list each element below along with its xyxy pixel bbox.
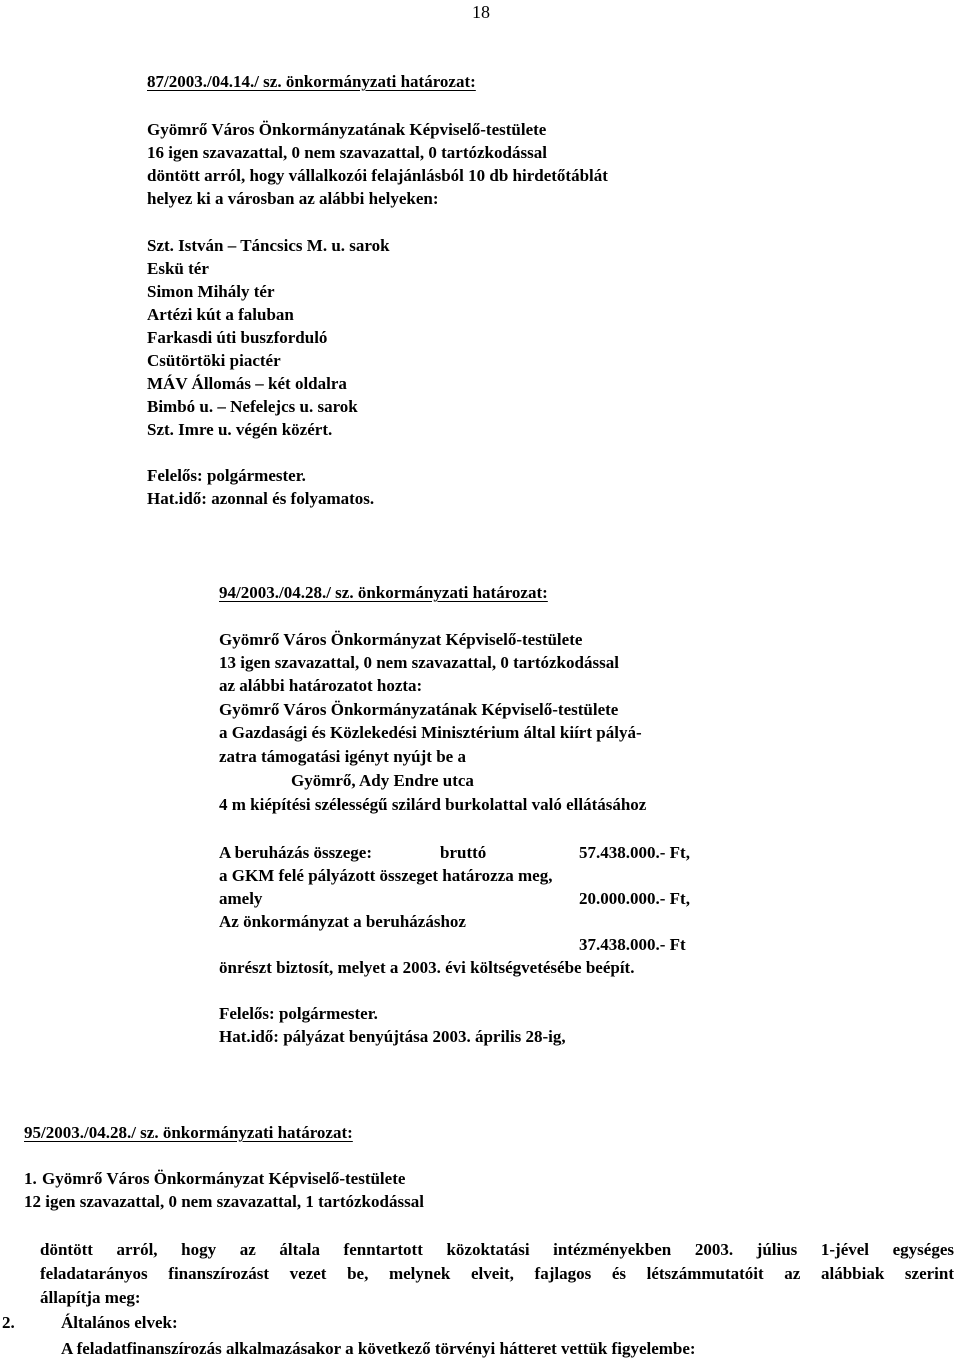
finance-total-qualifier: bruttó bbox=[440, 843, 487, 862]
finance-own-row bbox=[219, 935, 739, 955]
finance-gkm-value: 20.000.000.- Ft, bbox=[579, 889, 690, 908]
finance-gkm-line: a GKM felé pályázott összeget határozza meg, bbox=[219, 866, 553, 885]
page-number: 18 bbox=[472, 2, 490, 22]
resolution-94-body-line: Gyömrő Város Önkormányzatának Képviselő-testülete bbox=[219, 700, 619, 719]
finance-gkm-row bbox=[219, 889, 739, 909]
finance-total-label: A beruházás összege: bbox=[219, 843, 372, 862]
item-2-title: Általános elvek: bbox=[61, 1313, 178, 1332]
location-item: Szt. Imre u. végén közért. bbox=[147, 420, 333, 439]
resolution-94-body-line: zatra támogatási igényt nyújt be a bbox=[219, 747, 466, 766]
resolution-95-paragraph-line: állapítja meg: bbox=[40, 1288, 141, 1307]
location-item: Farkasdi úti buszforduló bbox=[147, 328, 328, 347]
item-2-text: A feladatfinanszírozás alkalmazásakor a következő törvényi hátteret vettük figyelembe: bbox=[61, 1339, 696, 1358]
resolution-87-intro-line: döntött arról, hogy vállalkozói felajánlásból 10 db hirdetőtáblát bbox=[147, 166, 608, 185]
finance-total-row bbox=[219, 843, 739, 863]
finance-gkm-label: amely bbox=[219, 889, 263, 908]
location-item: Szt. István – Táncsics M. u. sarok bbox=[147, 236, 390, 255]
resolution-95-paragraph-line: feladatarányos finanszírozást vezet be, melynek elveit, fajlagos és létszámmutatóit az alábbiak szerint bbox=[40, 1264, 954, 1283]
location-item: Csütörtöki piactér bbox=[147, 351, 281, 370]
resolution-95-vote: 12 igen szavazattal, 0 nem szavazattal, 1 tartózkodással bbox=[24, 1192, 424, 1211]
finance-total-value: 57.438.000.- Ft, bbox=[579, 843, 690, 862]
location-item: Bimbó u. – Nefelejcs u. sarok bbox=[147, 397, 358, 416]
resolution-94-body-line: 4 m kiépítési szélességű szilárd burkolattal való ellátásához bbox=[219, 795, 647, 814]
resolution-87-intro-line: Gyömrő Város Önkormányzatának Képviselő-testülete bbox=[147, 120, 547, 139]
finance-own-line: Az önkormányzat a beruházáshoz bbox=[219, 912, 466, 931]
resolution-94-body-line: a Gazdasági és Közlekedési Minisztérium által kiírt pályá- bbox=[219, 723, 642, 742]
resolution-87-deadline: Hat.idő: azonnal és folyamatos. bbox=[147, 489, 375, 508]
item-2-number: 2. bbox=[2, 1313, 15, 1332]
resolution-87-heading: 87/2003./04.14./ sz. önkormányzati határozat: bbox=[147, 72, 476, 91]
resolution-94-body-line: 13 igen szavazattal, 0 nem szavazattal, 0 tartózkodással bbox=[219, 653, 619, 672]
resolution-94-deadline: Hat.idő: pályázat benyújtása 2003. április 28-ig, bbox=[219, 1027, 566, 1046]
finance-closing: önrészt biztosít, melyet a 2003. évi költségvetésébe beépít. bbox=[219, 958, 635, 977]
location-item: Eskü tér bbox=[147, 259, 209, 278]
resolution-87-intro-line: helyez ki a városban az alábbi helyeken: bbox=[147, 189, 439, 208]
location-item: MÁV Állomás – két oldalra bbox=[147, 374, 347, 393]
resolution-94-body-line: Gyömrő Város Önkormányzat Képviselő-testülete bbox=[219, 630, 583, 649]
resolution-95-paragraph-line: döntött arról, hogy az általa fenntartott közoktatási intézményekben 2003. július 1-jével egységes bbox=[40, 1240, 954, 1259]
resolution-94-street: Gyömrő, Ady Endre utca bbox=[291, 771, 474, 790]
resolution-94-body-line: az alábbi határozatot hozta: bbox=[219, 676, 423, 695]
resolution-87-intro-line: 16 igen szavazattal, 0 nem szavazattal, 0 tartózkodással bbox=[147, 143, 547, 162]
finance-own-value: 37.438.000.- Ft bbox=[579, 935, 686, 954]
location-item: Simon Mihály tér bbox=[147, 282, 275, 301]
resolution-94-heading: 94/2003./04.28./ sz. önkormányzati határozat: bbox=[219, 583, 548, 602]
resolution-95-heading: 95/2003./04.28./ sz. önkormányzati határozat: bbox=[24, 1123, 353, 1142]
resolution-94-responsible: Felelős: polgármester. bbox=[219, 1004, 378, 1023]
location-item: Artézi kút a faluban bbox=[147, 305, 294, 324]
item-1-number: 1. bbox=[24, 1169, 37, 1188]
item-1-title: Gyömrő Város Önkormányzat Képviselő-testülete bbox=[42, 1169, 406, 1188]
resolution-87-responsible: Felelős: polgármester. bbox=[147, 466, 306, 485]
